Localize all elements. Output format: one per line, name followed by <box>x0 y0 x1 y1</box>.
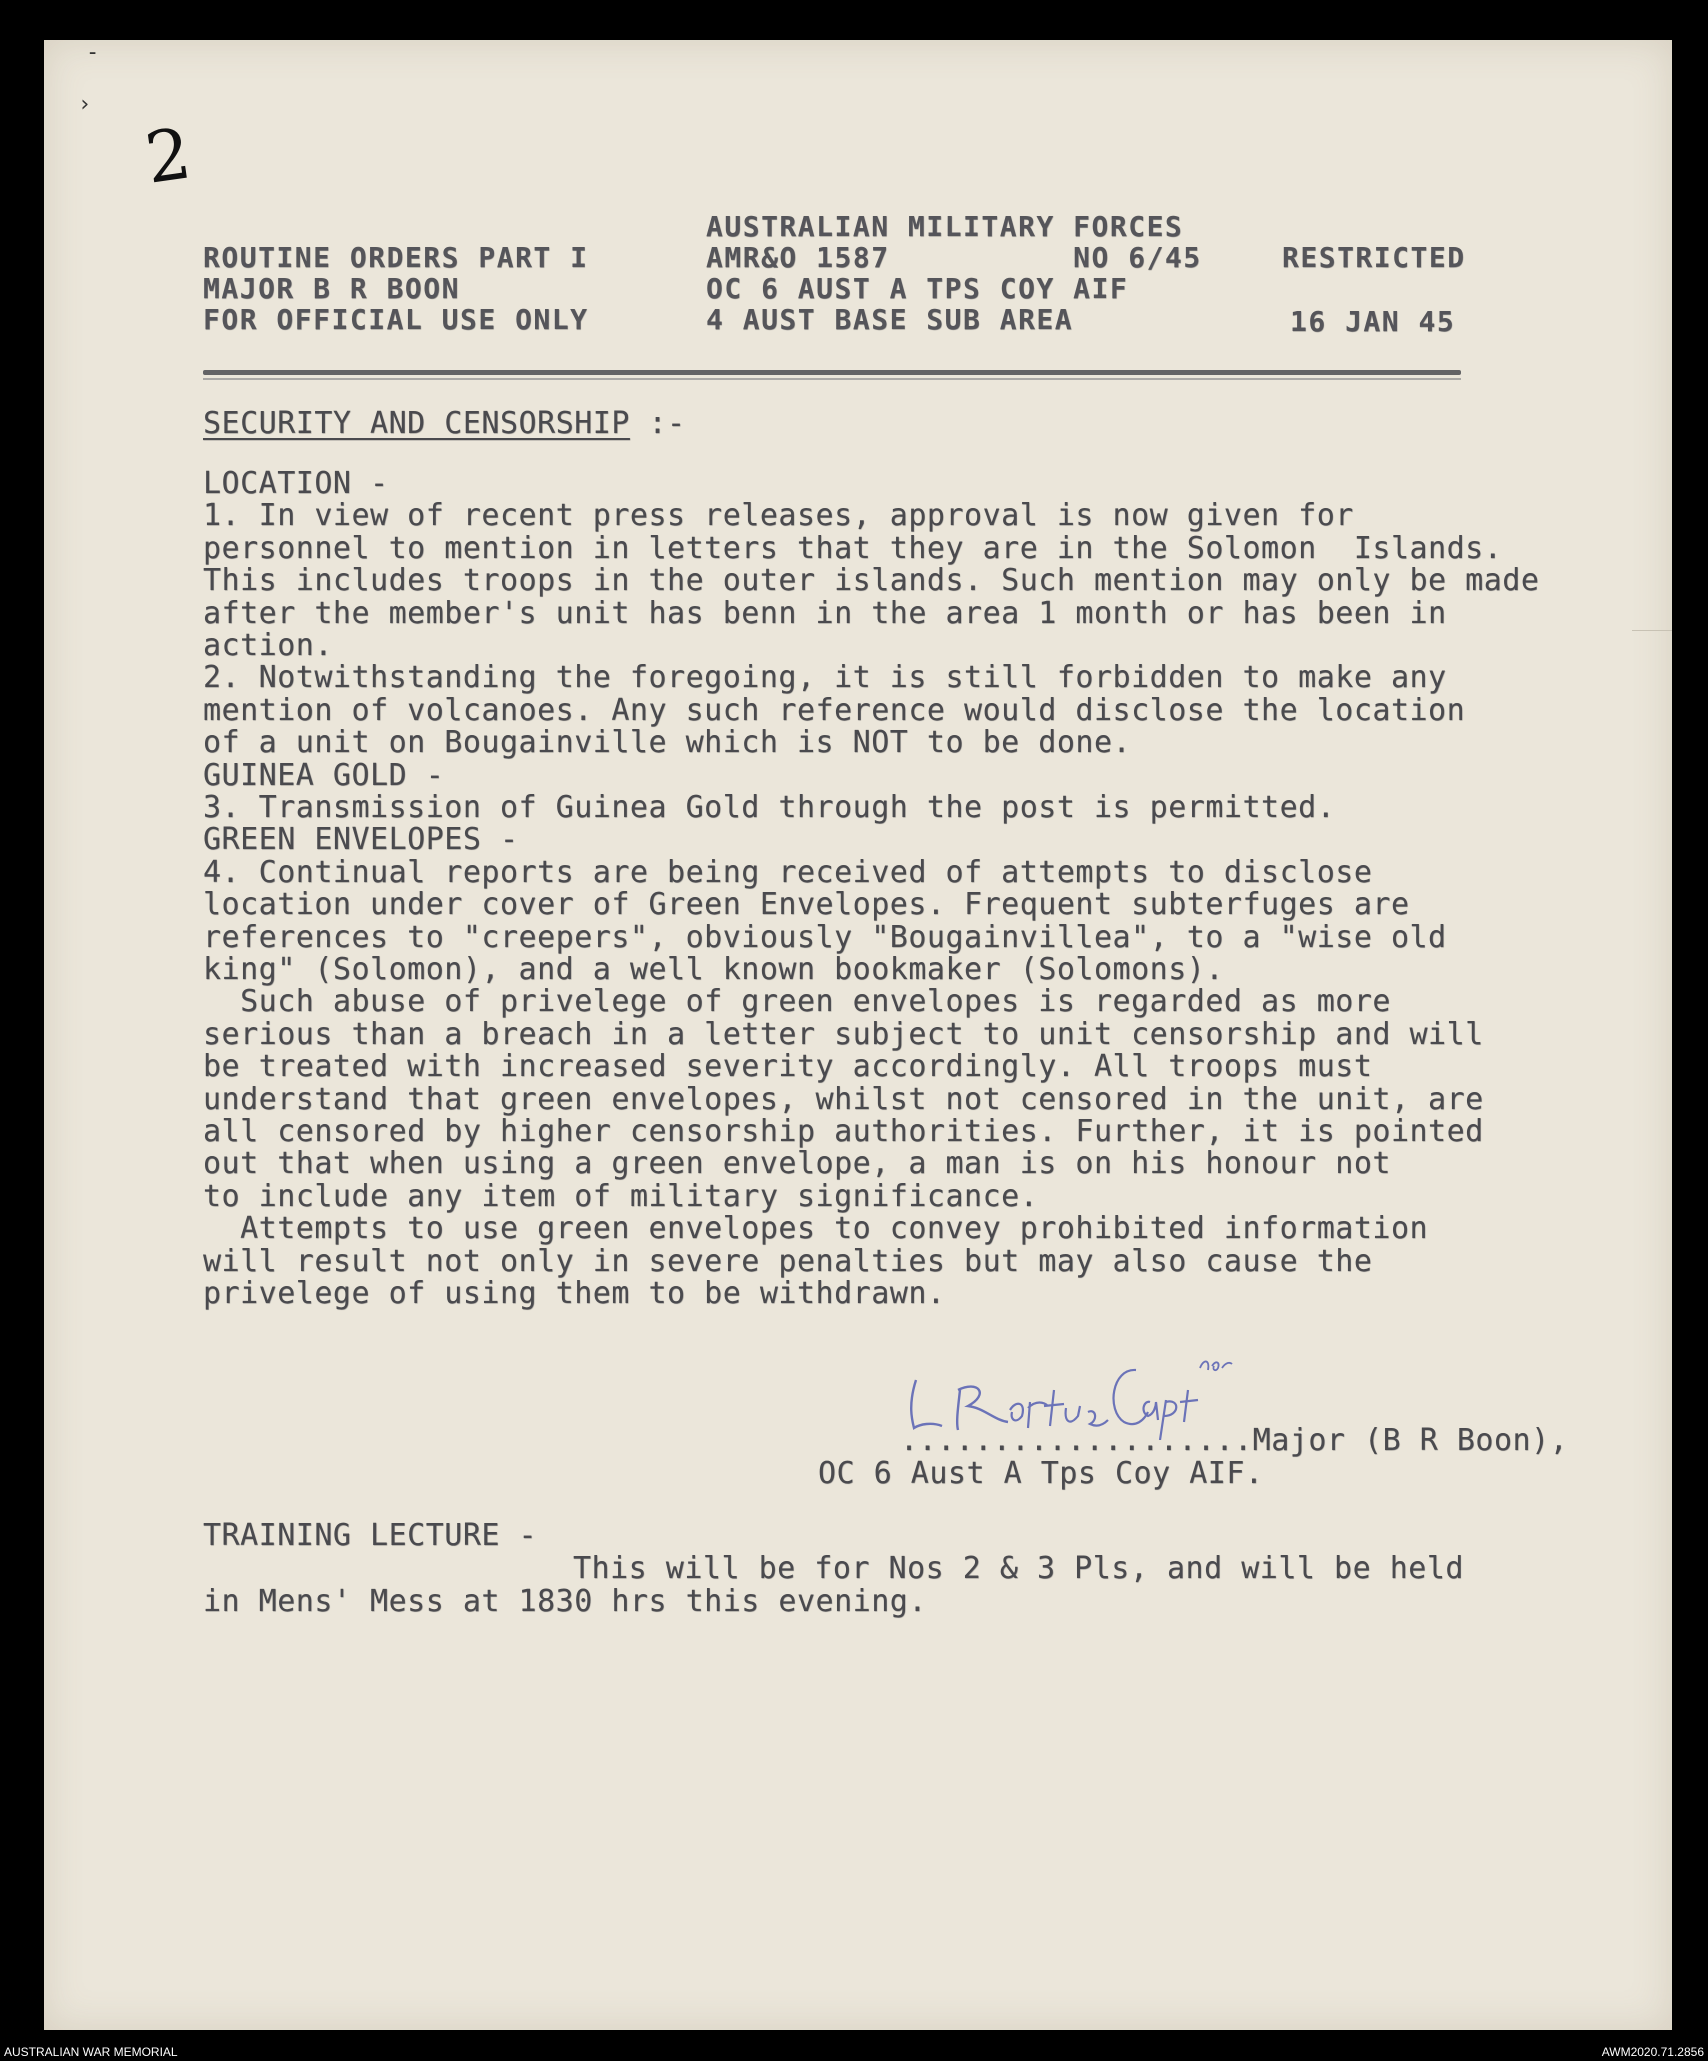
body-line: understand that green envelopes, whilst not censored in the unit, are <box>203 1081 1484 1117</box>
restricted-label: RESTRICTED <box>1282 241 1466 274</box>
body-line: GUINEA GOLD - <box>203 757 445 793</box>
body-line: references to "creepers", obviously "Bougainvillea", to a "wise old <box>203 919 1447 955</box>
punch-mark: - <box>86 40 100 65</box>
header-left-line-1: ROUTINE ORDERS PART I <box>203 241 589 274</box>
body-line: 3. Transmission of Guinea Gold through the post is permitted. <box>203 790 1336 825</box>
body-line: serious than a breach in a letter subject to unit censorship and will <box>203 1016 1484 1052</box>
body-line: will result not only in severe penalties but may also cause the <box>203 1243 1373 1279</box>
body-line: privelege of using them to be withdrawn. <box>203 1276 946 1311</box>
paper-crease <box>1632 630 1672 631</box>
header-divider-shadow <box>203 378 1461 380</box>
handwritten-page-mark: 2 <box>140 112 197 200</box>
training-lecture-title: TRAINING LECTURE - <box>203 1518 538 1553</box>
body-line: all censored by higher censorship authorities. Further, it is pointed <box>203 1114 1484 1149</box>
body-line: location under cover of Green Envelopes. Frequent subterfuges are <box>203 887 1410 923</box>
body-line: Attempts to use green envelopes to convey prohibited information <box>203 1211 1429 1247</box>
body-line: mention of volcanoes. Any such reference would disclose the location <box>203 692 1466 728</box>
body-line: king" (Solomon), and a well known bookmaker (Solomons). <box>203 952 1224 987</box>
document-date: 16 JAN 45 <box>1290 305 1456 338</box>
section-title-suffix: :- <box>629 406 686 441</box>
body-line: GREEN ENVELOPES - <box>203 822 519 858</box>
body-line: action. <box>203 628 333 663</box>
body-line: of a unit on Bougainville which is NOT to be done. <box>203 725 1132 761</box>
body-line: be treated with increased severity accordingly. All troops must <box>203 1049 1373 1085</box>
body-line: Such abuse of privelege of green envelopes is regarded as more <box>203 984 1391 1020</box>
training-lecture-line-1: This will be for Nos 2 & 3 Pls, and will be held <box>573 1551 1464 1586</box>
header-center-line-3: OC 6 AUST A TPS COY AIF <box>706 272 1129 305</box>
signature-line: ...................Major (B R Boon), <box>900 1423 1569 1458</box>
section-title-text: SECURITY AND CENSORSHIP <box>203 406 630 441</box>
body-line: out that when using a green envelope, a man is on his honour not <box>203 1146 1391 1182</box>
body-line: 4. Continual reports are being received of attempts to disclose <box>203 854 1373 890</box>
body-line: LOCATION - <box>203 466 389 501</box>
body-line: 1. In view of recent press releases, approval is now given for <box>203 498 1354 534</box>
body-line: after the member's unit has benn in the area 1 month or has been in <box>203 595 1447 631</box>
header-center-line-2: AMR&O 1587 NO 6/45 <box>706 241 1202 274</box>
body-line: personnel to mention in letters that they are in the Solomon Islands. <box>203 530 1503 566</box>
body-line: This includes troops in the outer islands. Such mention may only be made <box>203 563 1540 599</box>
footer-institution: AUSTRALIAN WAR MEMORIAL <box>4 2045 178 2059</box>
footer-accession-number: AWM2020.71.2856 <box>1601 2045 1704 2059</box>
section-title <box>203 407 686 440</box>
header-left-line-3: FOR OFFICIAL USE ONLY <box>203 303 589 336</box>
punch-mark: › <box>78 92 92 117</box>
header-center-line-4: 4 AUST BASE SUB AREA <box>706 303 1074 336</box>
signature-title: OC 6 Aust A Tps Coy AIF. <box>818 1456 1264 1491</box>
training-lecture-line-2: in Mens' Mess at 1830 hrs this evening. <box>203 1584 927 1619</box>
header-divider <box>203 370 1461 375</box>
body-line: to include any item of military significance. <box>203 1178 1039 1214</box>
body-line: 2. Notwithstanding the foregoing, it is still forbidden to make any <box>203 660 1447 696</box>
header-left-line-2: MAJOR B R BOON <box>203 272 461 305</box>
header-center-line-1: AUSTRALIAN MILITARY FORCES <box>706 210 1184 243</box>
